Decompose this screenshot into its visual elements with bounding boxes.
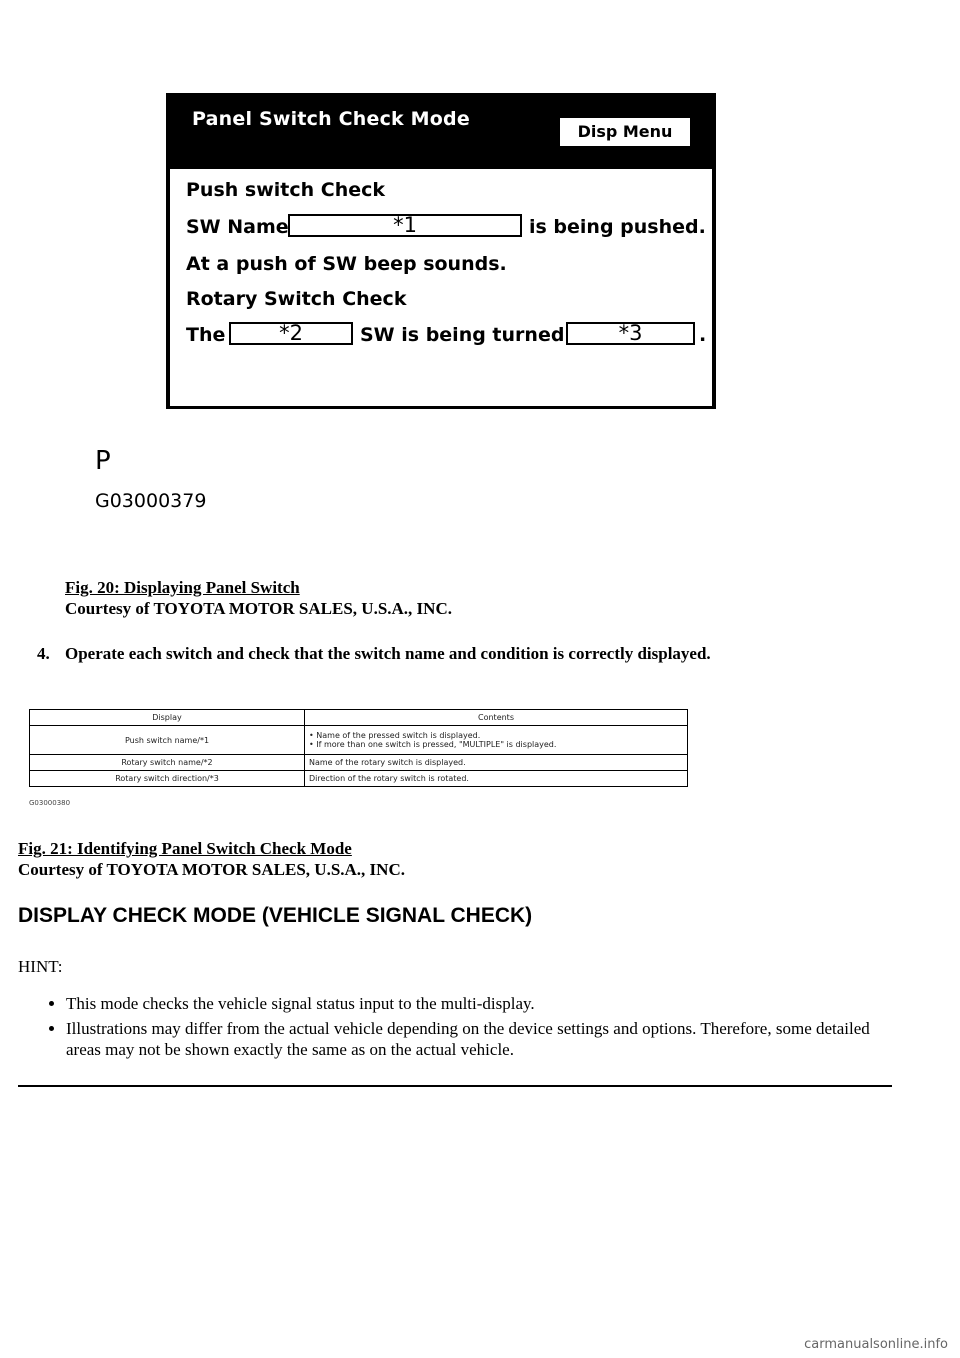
- figure20-caption-title: Fig. 20: Displaying Panel Switch: [65, 578, 300, 597]
- table-cell: Push switch name/*1: [30, 726, 305, 755]
- table-row: [30, 726, 688, 755]
- panel-title: Panel Switch Check Mode: [192, 108, 470, 130]
- rotary-name-box: *2: [229, 322, 353, 345]
- table-header-display: Display: [30, 710, 305, 726]
- table-cell: Direction of the rotary switch is rotated.: [305, 771, 688, 787]
- push-switch-check-label: Push switch Check: [186, 179, 386, 201]
- being-pushed-text: is being pushed.: [529, 216, 706, 238]
- figure-letter-tag: P: [95, 446, 111, 476]
- step-number: 4.: [37, 644, 50, 663]
- rotary-switch-check-label: Rotary Switch Check: [186, 288, 407, 310]
- the-prefix: The: [186, 324, 226, 346]
- figure21-code-tag: G03000380: [29, 799, 71, 807]
- period: .: [699, 324, 707, 346]
- divider: [18, 1085, 892, 1087]
- figure-code-tag: G03000379: [95, 490, 207, 512]
- disp-menu-button: Disp Menu: [560, 118, 690, 146]
- table-cell: Name of the rotary switch is displayed.: [305, 755, 688, 771]
- table-cell-line: • Name of the pressed switch is displayed.: [309, 731, 481, 740]
- figure21-caption-title: Fig. 21: Identifying Panel Switch Check Mode: [18, 839, 352, 858]
- figure21-courtesy: Courtesy of TOYOTA MOTOR SALES, U.S.A., INC.: [18, 860, 405, 879]
- watermark: carmanualsonline.info: [804, 1337, 948, 1352]
- table-cell: [305, 726, 688, 755]
- figure21-caption: [18, 838, 405, 880]
- section-heading: DISPLAY CHECK MODE (VEHICLE SIGNAL CHECK): [18, 904, 533, 927]
- hint-label: HINT:: [18, 957, 63, 976]
- being-turned-text: SW is being turned: [360, 324, 565, 346]
- figure20-courtesy: Courtesy of TOYOTA MOTOR SALES, U.S.A., INC.: [65, 599, 452, 618]
- table-row: [30, 771, 688, 787]
- hint-list: [48, 993, 906, 1064]
- list-item: • Illustrations may differ from the actual vehicle depending on the device settings and options. Therefore, some detailed areas may not be shown exactly the same as on the actual vehicle.: [66, 1018, 906, 1060]
- table-cell: Rotary switch direction/*3: [30, 771, 305, 787]
- table-header-contents: Contents: [305, 710, 688, 726]
- beep-sounds-text: At a push of SW beep sounds.: [186, 253, 507, 275]
- rotary-direction-box: *3: [566, 322, 695, 345]
- list-item: • This mode checks the vehicle signal status input to the multi-display.: [66, 993, 906, 1014]
- table-row: [30, 755, 688, 771]
- sw-name-prefix: SW Name: [186, 216, 289, 238]
- step-text: Operate each switch and check that the switch name and condition is correctly displayed.: [65, 644, 711, 663]
- panel-switch-table: [29, 709, 688, 787]
- table-cell: Rotary switch name/*2: [30, 755, 305, 771]
- figure20-caption: [65, 577, 452, 619]
- sw-name-box: *1: [288, 214, 522, 237]
- table-header-row: [30, 710, 688, 726]
- table-cell-line: • If more than one switch is pressed, "MULTIPLE" is displayed.: [309, 740, 557, 749]
